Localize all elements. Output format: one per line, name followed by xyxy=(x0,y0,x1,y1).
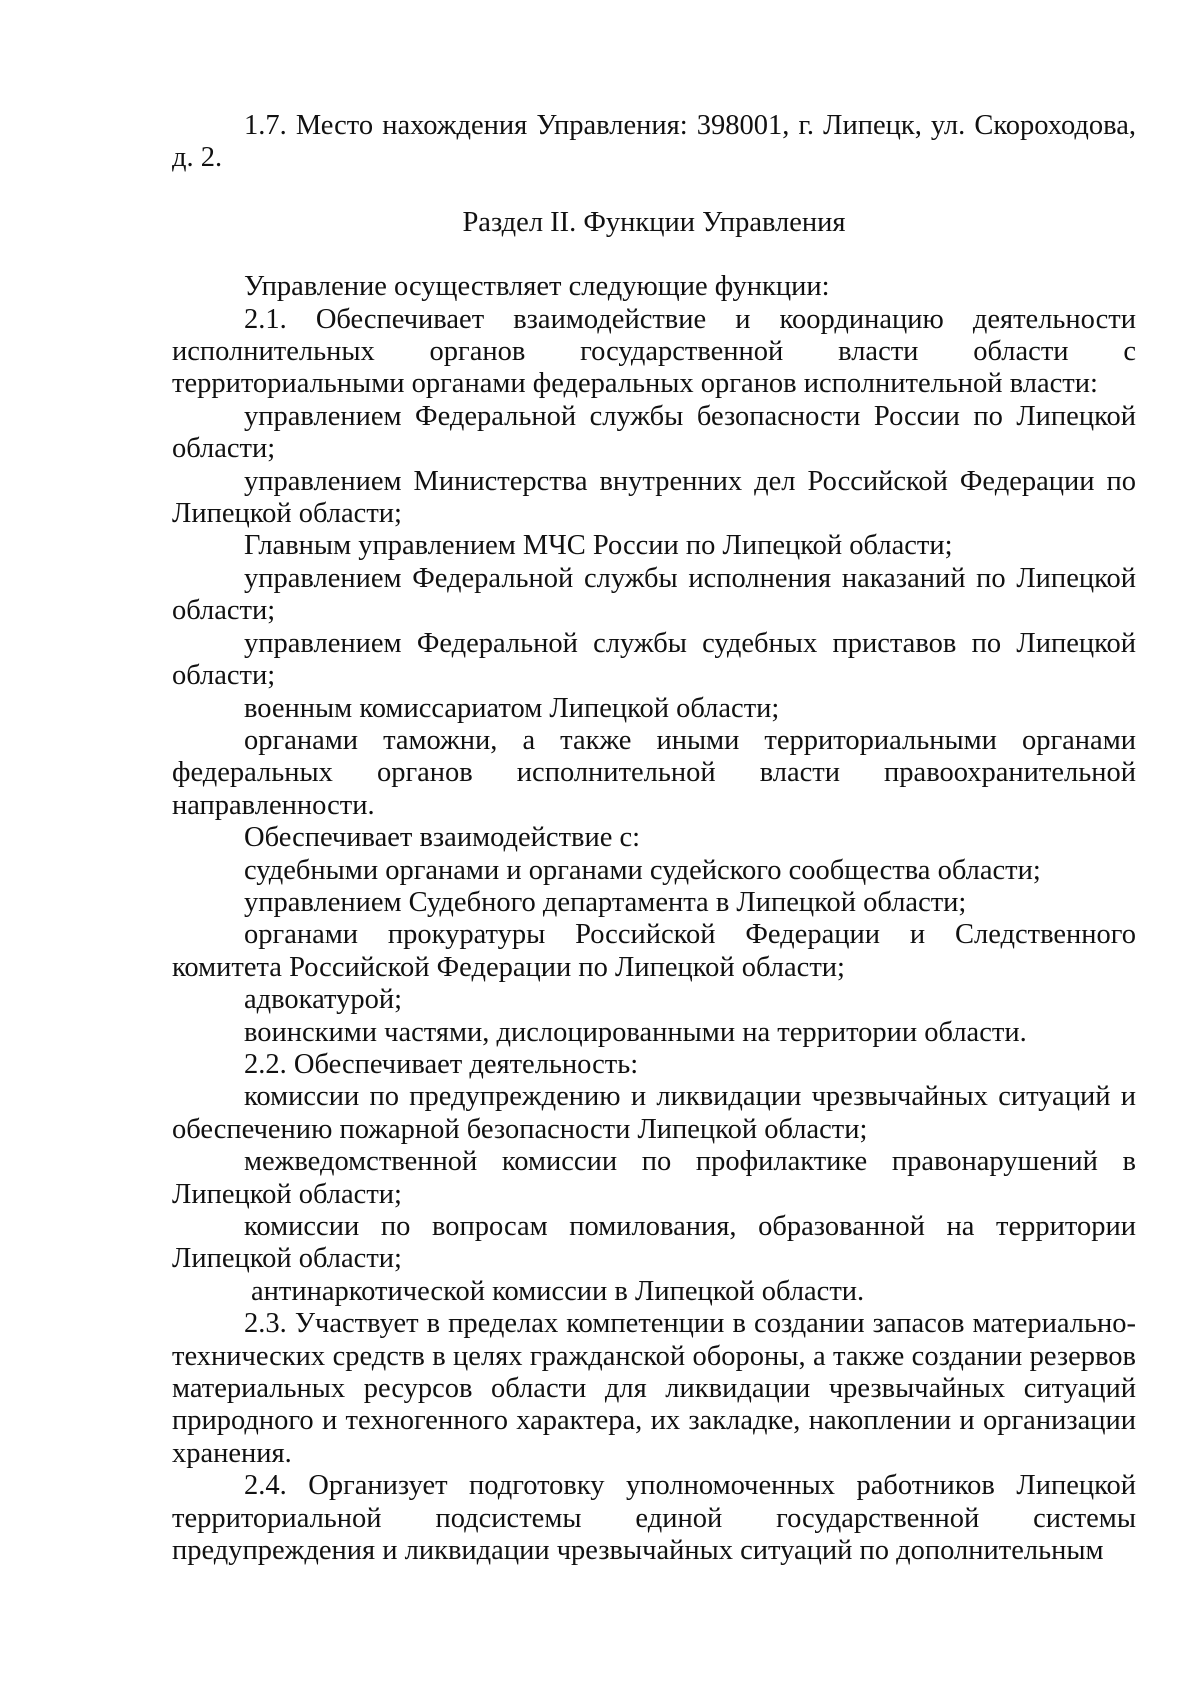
list-item-mvd: управлением Министерства внутренних дел Российской Федерации по Липецкой области; xyxy=(172,465,1136,530)
list-item-antidrug-commission: антинаркотической комиссии в Липецкой области. xyxy=(251,1275,865,1307)
spacer xyxy=(172,175,1136,207)
paragraph-2-3: 2.3. Участвует в пределах компетенции в создании запасов материально-технических средств в целях гражданской обороны, а также создании резервов материальных ресурсов области для ликвидации чрезвычайных ситуаций природного и техногенного характера, их закладке, накоплении и организации хранения. xyxy=(172,1308,1136,1469)
list-item-pardon-commission: комиссии по вопросам помилования, образованной на территории Липецкой области; xyxy=(172,1211,1136,1275)
list-item-fsin: управлением Федеральной службы исполнения наказаний по Липецкой области; xyxy=(172,562,1136,627)
list-item-customs: органами таможни, а также иными территориальными органами федеральных органов исполнительной власти правоохранительной направленности. xyxy=(172,724,1136,821)
list-item-prosecution: органами прокуратуры Российской Федерации и Следственного комитета Российской Федерации по Липецкой области; xyxy=(172,919,1136,983)
paragraph-2-4: 2.4. Организует подготовку уполномоченных работников Липецкой территориальной подсистемы единой государственной системы предупреждения и ликвидации чрезвычайных ситуаций по дополнительным xyxy=(172,1470,1136,1567)
paragraph-functions-intro: Управление осуществляет следующие функции: xyxy=(244,271,830,303)
section-heading: Раздел II. Функции Управления xyxy=(462,206,846,238)
list-item-crime-prevention-commission: межведомственной комиссии по профилактике правонарушений в Липецкой области; xyxy=(172,1146,1136,1210)
paragraph-2-2: 2.2. Обеспечивает деятельность: xyxy=(244,1048,639,1080)
spacer xyxy=(172,239,1136,271)
list-item-military-units: воинскими частями, дислоцированными на территории области. xyxy=(244,1016,1027,1048)
list-item-mchs: Главным управлением МЧС России по Липецкой области; xyxy=(244,530,953,562)
list-item-fssp: управлением Федеральной службы судебных приставов по Липецкой области; xyxy=(172,627,1136,692)
list-item-courts: судебными органами и органами судейского сообщества области; xyxy=(244,854,1041,886)
list-item-military-commissariat: военным комиссариатом Липецкой области; xyxy=(244,692,780,724)
list-item-emergency-commission: комиссии по предупреждению и ликвидации чрезвычайных ситуаций и обеспечению пожарной безопасности Липецкой области; xyxy=(172,1081,1136,1145)
paragraph-interaction-with: Обеспечивает взаимодействие с: xyxy=(244,822,641,854)
list-item-bar: адвокатурой; xyxy=(244,984,402,1016)
document-page xyxy=(172,110,1136,1567)
paragraph-2-1: 2.1. Обеспечивает взаимодействие и координацию деятельности исполнительных органов государственной власти области с территориальными органами федеральных органов исполнительной власти: xyxy=(172,303,1136,400)
list-item-fsb: управлением Федеральной службы безопасности России по Липецкой области; xyxy=(172,400,1136,465)
list-item-judicial-department: управлением Судебного департамента в Липецкой области; xyxy=(244,886,967,918)
paragraph-location: 1.7. Место нахождения Управления: 398001, г. Липецк, ул. Скороходова, д. 2. xyxy=(172,110,1136,174)
